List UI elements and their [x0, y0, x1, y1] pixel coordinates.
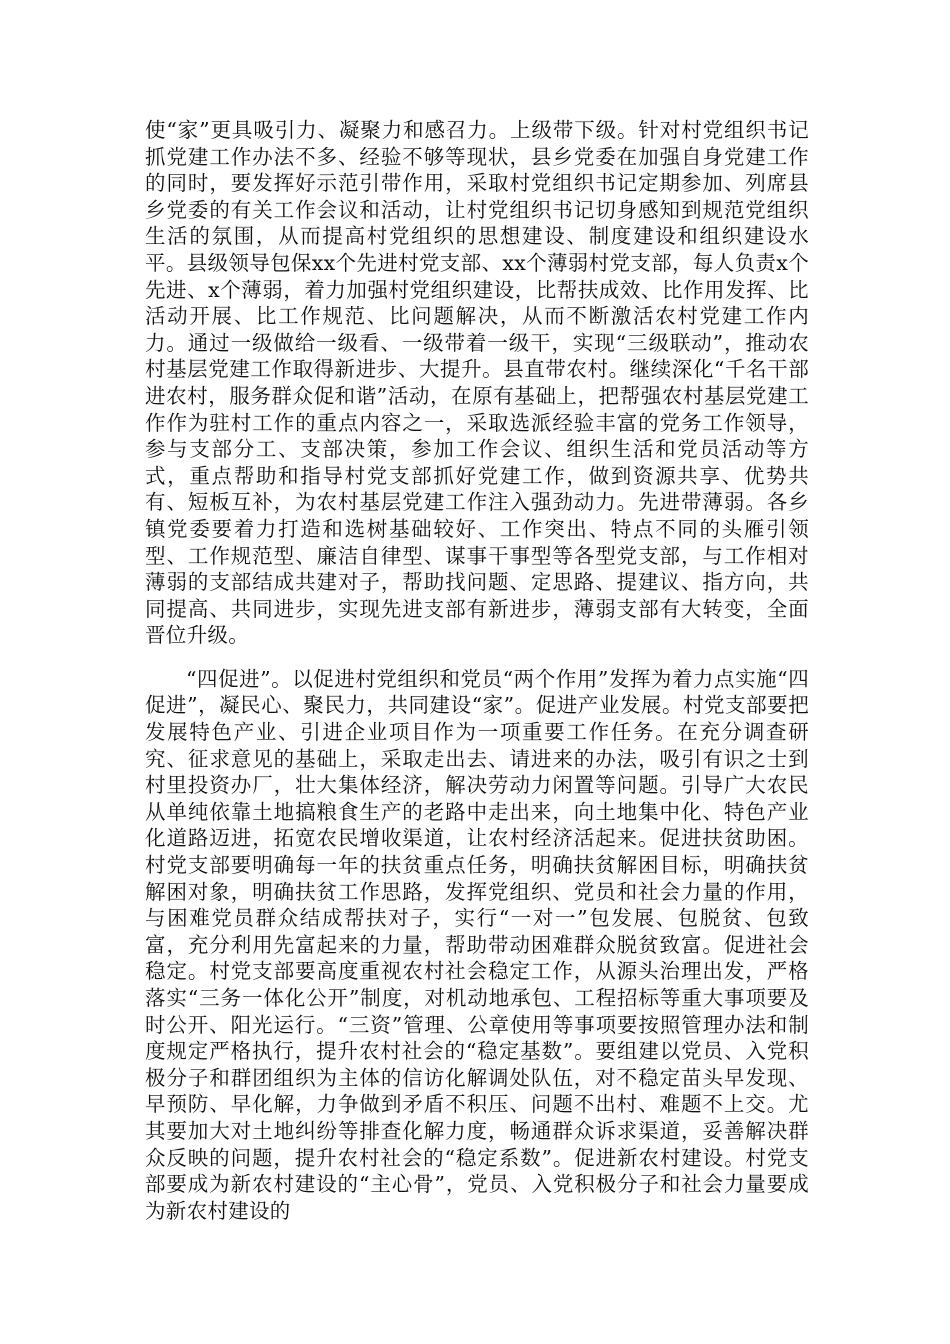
document-body	[145, 117, 809, 1224]
paragraph-2: “四促进”。以促进村党组织和党员“两个作用”发挥为着力点实施“四促进”，凝民心、聚民力，共同建设“家”。促进产业发展。村党支部要把发展特色产业、引进企业项目作为一项重要工作任务。在充分调查研究、征求意见的基础上，采取走出去、请进来的办法，吸引有识之士到村里投资办厂，壮大集体经济，解决劳动力闲置等问题。引导广大农民从单纯依靠土地搞粮食生产的老路中走出来，向土地集中化、特色产业化道路迈进，拓宽农民增收渠道，让农村经济活起来。促进扶贫助困。村党支部要明确每一年的扶贫重点任务，明确扶贫解困目标，明确扶贫解困对象，明确扶贫工作思路，发挥党组织、党员和社会力量的作用，与困难党员群众结成帮扶对子，实行“一对一”包发展、包脱贫、包致富，充分利用先富起来的力量，帮助带动困难群众脱贫致富。促进社会稳定。村党支部要高度重视农村社会稳定工作，从源头治理出发，严格落实“三务一体化公开”制度，对机动地承包、工程招标等重大事项要及时公开、阳光运行。“三资”管理、公章使用等事项要按照管理办法和制度规定严格执行，提升农村社会的“稳定基数”。要组建以党员、入党积极分子和群团组织为主体的信访化解调处队伍，对不稳定苗头早发现、早预防、早化解，力争做到矛盾不积压、问题不出村、难题不上交。尤其要加大对土地纠纷等排查化解力度，畅通群众诉求渠道，妥善解决群众反映的问题，提升农村社会的“稳定系数”。促进新农村建设。村党支部要成为新农村建设的“主心骨”，党员、入党积极分子和社会力量要成为新农村建设的	[145, 666, 809, 1223]
paragraph-1: 使“家”更具吸引力、凝聚力和感召力。上级带下级。针对村党组织书记抓党建工作办法不多、经验不够等现状，县乡党委在加强自身党建工作的同时，要发挥好示范引带作用，采取村党组织书记定期参加、列席县乡党委的有关工作会议和活动，让村党组织书记切身感知到规范党组织生活的氛围，从而提高村党组织的思想建设、制度建设和组织建设水平。县级领导包保xx个先进村党支部、xx个薄弱村党支部，每人负责x个先进、x个薄弱，着力加强村党组织建设，比帮扶成效、比作用发挥、比活动开展、比工作规范、比问题解决，从而不断激活农村党建工作内力。通过一级做给一级看、一级带着一级干，实现“三级联动”，推动农村基层党建工作取得新进步、大提升。县直带农村。继续深化“千名干部进农村，服务群众促和谐”活动，在原有基础上，把帮强农村基层党建工作作为驻村工作的重点内容之一，采取选派经验丰富的党务工作领导，参与支部分工、支部决策，参加工作会议、组织生活和党员活动等方式，重点帮助和指导村党支部抓好党建工作，做到资源共享、优势共有、短板互补，为农村基层党建工作注入强劲动力。先进带薄弱。各乡镇党委要着力打造和选树基础较好、工作突出、特点不同的头雁引领型、工作规范型、廉洁自律型、谋事干事型等各型党支部，与工作相对薄弱的支部结成共建对子，帮助找问题、定思路、提建议、指方向，共同提高、共同进步，实现先进支部有新进步，薄弱支部有大转变，全面晋位升级。	[145, 118, 809, 648]
